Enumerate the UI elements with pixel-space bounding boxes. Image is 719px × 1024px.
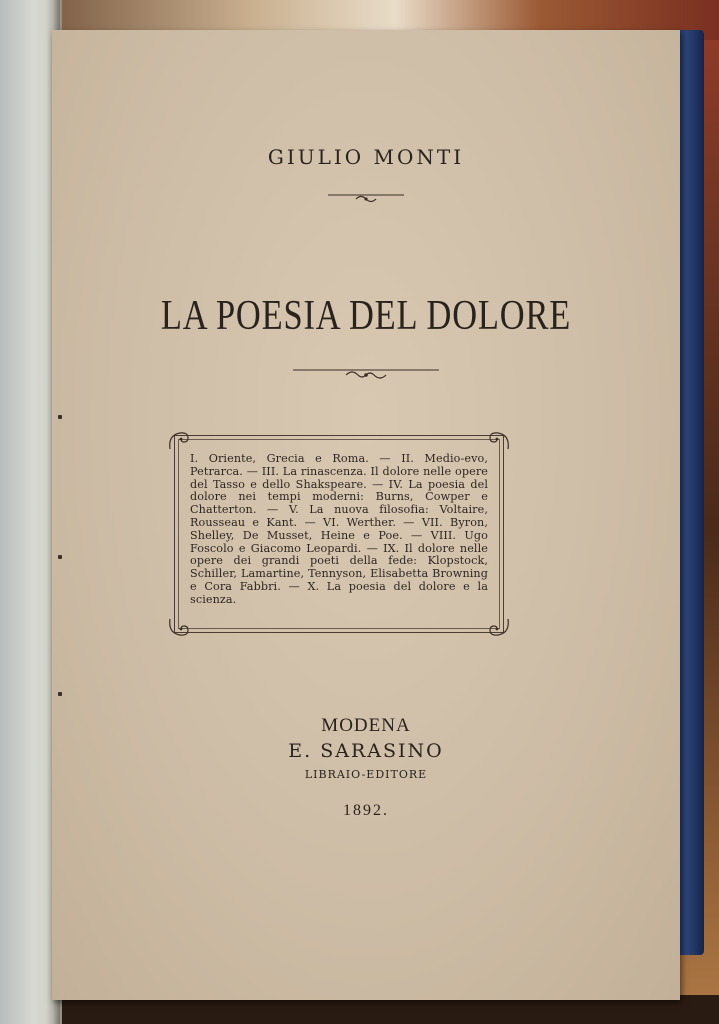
publication-year: 1892. <box>343 802 389 819</box>
table-of-contents: I. Oriente, Grecia e Roma. — II. Medio-evo, Petrarca. — III. La rinascenza. Il dolore nelle opere del Tasso e dello Shakspeare. — IV. La poesia del dolore nei tempi moderni: Burns, Cowper e Chatterton. — V. La nuova filosofia: Voltaire, Rousseau e Kant. — VI. Werther. — VII. Byron, Shelley, De Musset, Heine e Poe. — VIII. Ugo Foscolo e Giacomo Leopardi. — IX. Il dolore nelle opere dei grandi poeti della fede: Klopstock, Schiller, Lamartine, Tennyson, Elisabetta Browning e Cora Fabbri. — X. La poesia del dolore e la scienza. <box>190 452 488 606</box>
author-name: GIULIO MONTI <box>267 145 465 169</box>
scroll-corner-ornament-icon <box>486 615 512 641</box>
contents-frame <box>166 427 512 641</box>
page-edge-mark <box>58 555 62 559</box>
scroll-corner-ornament-icon <box>166 615 192 641</box>
page-edge-mark <box>58 415 62 419</box>
ornamental-divider-icon <box>52 365 680 385</box>
title-page <box>52 30 680 1000</box>
ornamental-divider-icon <box>52 190 680 209</box>
scroll-corner-ornament-icon <box>166 427 192 453</box>
publisher-role: LIBRAIO-EDITORE <box>304 768 428 781</box>
scroll-corner-ornament-icon <box>486 427 512 453</box>
book-title: LA POESIA DEL DOLORE <box>160 293 572 339</box>
publication-city: MODENA <box>321 715 411 736</box>
publisher-name: E. SARASINO <box>288 740 444 762</box>
page-edge-mark <box>58 692 62 696</box>
